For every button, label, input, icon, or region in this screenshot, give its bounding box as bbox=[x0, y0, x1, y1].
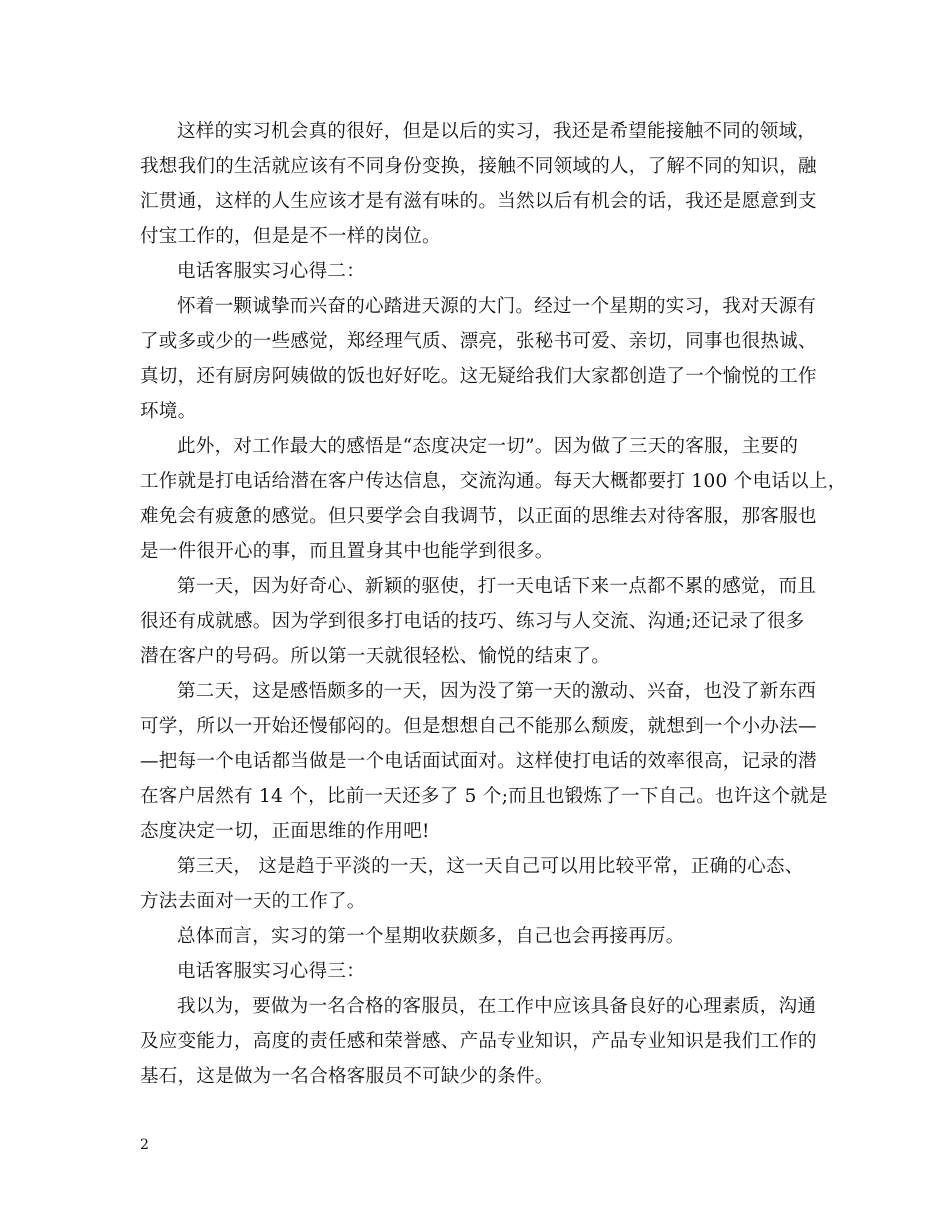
text-line: 潜在客户的号码。所以第一天就很轻松、愉悦的结束了。 bbox=[140, 646, 611, 667]
text-line: 难免会有疲惫的感觉。但只要学会自我调节，以正面的思维去对待客服，那客服也 bbox=[140, 506, 817, 527]
text-line: 汇贯通，这样的人生应该才是有滋有味的。当然以后有机会的话，我还是愿意到支 bbox=[140, 191, 817, 212]
page-number: 2 bbox=[140, 1137, 149, 1153]
text-line: 我想我们的生活就应该有不同身份变换，接触不同领域的人，了解不同的知识，融 bbox=[140, 156, 817, 177]
text-line: 环境。 bbox=[140, 401, 197, 422]
text-line: 可学，所以一开始还慢郁闷的。但是想想自己不能那么颓废，就想到一个小办法— bbox=[140, 716, 817, 737]
text-line: 此外，对工作最大的感悟是“态度决定一切”。因为做了三天的客服，主要的 bbox=[177, 436, 799, 457]
text-line: 真切，还有厨房阿姨做的饭也好好吃。这无疑给我们大家都创造了一个愉悦的工作 bbox=[140, 366, 817, 387]
text-line: 了或多或少的一些感觉，郑经理气质、漂亮，张秘书可爱、亲切，同事也很热诚、 bbox=[140, 331, 817, 352]
text-line: 第三天， 这是趋于平淡的一天，这一天自己可以用比较平常，正确的心态、 bbox=[177, 856, 804, 877]
text-line: —把每一个电话都当做是一个电话面试面对。这样使打电话的效率很高，记录的潜 bbox=[140, 751, 817, 772]
section-heading: 电话客服实习心得三： bbox=[177, 961, 366, 982]
text-line: 第一天，因为好奇心、新颖的驱使，打一天电话下来一点都不累的感觉，而且 bbox=[177, 576, 817, 597]
text-line: 方法去面对一天的工作了。 bbox=[140, 891, 366, 912]
text-line: 很还有成就感。因为学到很多打电话的技巧、练习与人交流、沟通;还记录了很多 bbox=[140, 611, 805, 632]
text-line: 第二天，这是感悟颇多的一天，因为没了第一天的激动、兴奋，也没了新东西 bbox=[177, 681, 817, 702]
text-line: 及应变能力，高度的责任感和荣誉感、产品专业知识，产品专业知识是我们工作的 bbox=[140, 1031, 817, 1052]
text-line: 付宝工作的，但是是不一样的岗位。 bbox=[140, 226, 441, 247]
text-line: 是一件很开心的事，而且置身其中也能学到很多。 bbox=[140, 541, 554, 562]
section-heading: 电话客服实习心得二： bbox=[177, 261, 366, 282]
text-line: 我以为，要做为一名合格的客服员，在工作中应该具备良好的心理素质，沟通 bbox=[177, 996, 817, 1017]
text-line: 总体而言，实习的第一个星期收获颇多，自己也会再接再厉。 bbox=[177, 926, 685, 947]
text-line: 怀着一颗诚挚而兴奋的心踏进天源的大门。经过一个星期的实习，我对天源有 bbox=[177, 296, 817, 317]
text-line: 工作就是打电话给潜在客户传达信息，交流沟通。每天大概都要打 100 个电话以上， bbox=[140, 471, 847, 492]
text-line: 这样的实习机会真的很好，但是以后的实习，我还是希望能接触不同的领域， bbox=[177, 121, 817, 142]
text-line: 基石，这是做为一名合格客服员不可缺少的条件。 bbox=[140, 1066, 554, 1087]
text-line: 态度决定一切，正面思维的作用吧! bbox=[140, 821, 430, 842]
text-line: 在客户居然有 14 个，比前一天还多了 5 个;而且也锻炼了一下自己。也许这个就是 bbox=[140, 786, 828, 807]
